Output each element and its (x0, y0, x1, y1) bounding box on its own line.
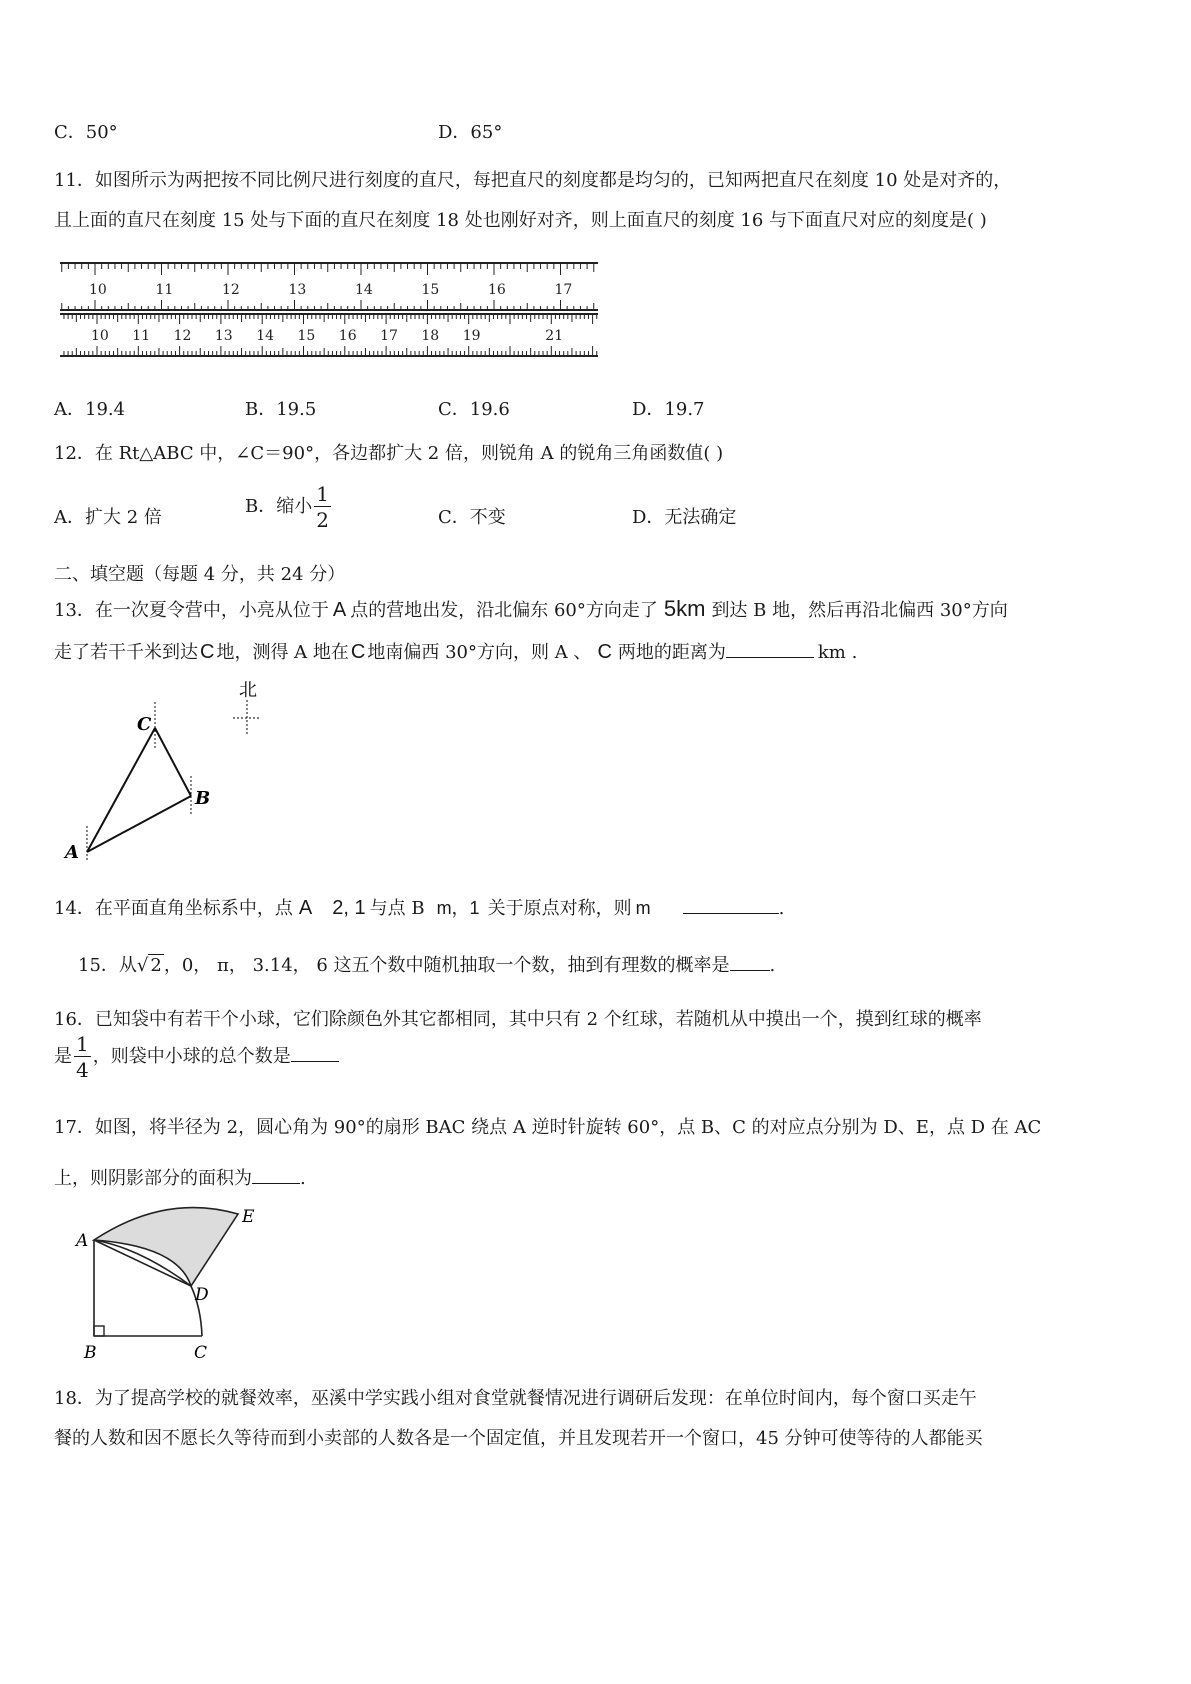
bottom-ruler-label: 13 (214, 328, 233, 344)
vertex-label-c: C (137, 714, 152, 735)
q13-line2 (54, 638, 857, 664)
bottom-ruler-label: 11 (132, 328, 151, 344)
q18-line2: 餐的人数和因不愿长久等待而到小卖部的人数各是一个固定值，并且发现若开一个窗口，45 分钟可使等待的人都能买 (54, 1428, 983, 1449)
top-ruler-label: 16 (488, 282, 506, 298)
label-c: C (194, 1343, 208, 1363)
top-ruler-label: 10 (89, 282, 107, 298)
q10-option-c: C．50° (54, 122, 118, 143)
q15-text: ，0， π， 3.14， 6 这五个数中随机抽取一个数，抽到有理数的概率是 (163, 955, 730, 976)
bottom-ruler-label: 10 (91, 328, 109, 344)
q15-stem (78, 951, 775, 977)
ruler-svg (58, 258, 603, 360)
q11-option-b: B．19.5 (245, 399, 317, 420)
q13-figure (58, 676, 278, 866)
q15-answer-blank[interactable] (730, 954, 770, 971)
vertex-label-a: A (65, 842, 79, 863)
q14-text: 与点 B (369, 898, 425, 919)
q16-text: 是 (54, 1046, 72, 1067)
q12-option-b (245, 484, 333, 530)
q14-variable-m: m (635, 898, 651, 918)
label-d: D (195, 1285, 209, 1305)
segment-cb (155, 728, 191, 796)
q14-coord-a: 2, 1 (332, 897, 366, 919)
fraction-numerator: 1 (76, 1032, 89, 1056)
bottom-ruler-label: 17 (380, 328, 398, 344)
label-b: B (84, 1343, 97, 1363)
q17-line1: 17．如图，将半径为 2，圆心角为 90°的扇形 BAC 绕点 A 逆时针旋转 60°，点 B、C 的对应点分别为 D、E，点 D 在 AC (54, 1117, 1042, 1138)
fraction-numerator: 1 (316, 482, 329, 506)
q15-text: 15．从 (78, 955, 137, 976)
q16-text: ，则袋中小球的总个数是 (92, 1046, 291, 1067)
q13-text: 地南偏西 30°方向，则 A 、 (367, 642, 592, 663)
q14-coord-b: m，1 (436, 898, 480, 918)
bottom-ruler-label: 16 (338, 328, 357, 344)
q10-option-d: D．65° (438, 122, 503, 143)
top-ruler-label: 13 (288, 282, 307, 298)
q14-text: 关于原点对称，则 (487, 898, 632, 919)
q15-period: . (769, 955, 776, 976)
q13-text: 点的营地出发，沿北偏东 60°方向走了 (350, 600, 658, 621)
q11-stem-line1: 11．如图所示为两把按不同比例尺进行刻度的直尺，每把直尺的刻度都是均匀的，已知两把直尺在刻度 10 处是对齐的， (54, 170, 1012, 191)
right-angle-mark (94, 1326, 104, 1336)
q13-distance: 5km (663, 596, 706, 621)
q11-option-d: D．19.7 (632, 399, 705, 420)
sqrt-two: √ 2 (136, 955, 162, 976)
bottom-ruler-label: 15 (297, 328, 316, 344)
q14-answer-blank[interactable] (683, 897, 779, 914)
q12-option-d: D．无法确定 (632, 507, 737, 528)
q17-line2 (54, 1164, 306, 1190)
q13-point-a: A (332, 599, 347, 621)
bottom-ruler-label: 21 (545, 328, 564, 344)
top-ruler-ticks (62, 264, 594, 309)
top-ruler-label: 17 (554, 282, 573, 298)
top-ruler-label: 14 (355, 282, 373, 298)
bottom-ruler-ticks (64, 315, 597, 355)
q13-text: 到达 B 地，然后再沿北偏西 30°方向 (711, 600, 1008, 621)
q12-option-a: A．扩大 2 倍 (54, 507, 162, 528)
q18-line1: 18．为了提高学校的就餐效率，巫溪中学实践小组对食堂就餐情况进行调研后发现：在单位时间内，每个窗口买走午 (54, 1388, 977, 1409)
q17-period: . (300, 1168, 306, 1189)
bottom-ruler-label: 19 (462, 328, 481, 344)
label-a: A (76, 1231, 89, 1251)
q13-unit: km . (817, 642, 858, 663)
q11-option-c: C．19.6 (438, 399, 510, 420)
q12-stem: 12．在 Rt△ABC 中，∠C＝90°，各边都扩大 2 倍，则锐角 A 的锐角三角函数值( ) (54, 443, 724, 464)
ruler-figure (58, 258, 603, 360)
fraction-denominator: 4 (76, 1058, 89, 1082)
q14-text: 14．在平面直角坐标系中，点 (54, 898, 293, 919)
q12-option-b-prefix: B．缩小 (245, 496, 313, 517)
q12-option-c: C．不变 (438, 507, 506, 528)
q13-text: 地，测得 A 地在 (216, 642, 349, 663)
top-ruler-label: 15 (421, 282, 440, 298)
q16-line1: 16．已知袋中有若干个小球，它们除颜色外其它都相同，其中只有 2 个红球，若随机从中摸出一个，摸到红球的概率 (54, 1009, 982, 1030)
q13-point-c: C (200, 641, 215, 663)
label-e: E (242, 1207, 255, 1227)
vertex-label-b: B (195, 788, 211, 809)
bottom-ruler-label: 14 (256, 328, 275, 344)
q13-point-c: C (597, 641, 612, 663)
q13-text: 两地的距离为 (617, 642, 726, 663)
q11-stem-line2: 且上面的直尺在刻度 15 处与下面的直尺在刻度 18 处也刚好对齐，则上面直尺的刻度 16 与下面直尺对应的刻度是( ) (54, 210, 987, 231)
north-label: 北 (239, 680, 257, 701)
q14-point-a: A (298, 897, 313, 919)
q13-line1 (54, 596, 1008, 622)
q17-figure-svg (70, 1196, 280, 1368)
fraction-one-half (314, 484, 331, 530)
q14-stem (54, 894, 784, 920)
q17-answer-blank[interactable] (252, 1167, 300, 1184)
top-ruler-label: 12 (222, 282, 240, 298)
q13-point-c: C (350, 641, 366, 663)
q13-answer-blank[interactable] (726, 641, 814, 658)
q16-answer-blank[interactable] (291, 1045, 339, 1062)
radicand: 2 (150, 955, 162, 976)
bottom-ruler-label: 18 (421, 328, 440, 344)
q13-text: 走了若干千米到达 (54, 642, 198, 663)
fraction-one-quarter (74, 1034, 91, 1080)
section-title-fill-in: 二、填空题（每题 4 分，共 24 分） (54, 564, 346, 585)
fraction-denominator: 2 (316, 508, 329, 532)
q17-text: 上，则阴影部分的面积为 (54, 1168, 252, 1189)
top-ruler-label: 11 (155, 282, 174, 298)
q16-line2 (54, 1034, 339, 1080)
q14-period: . (778, 898, 785, 919)
q13-text: 13．在一次夏令营中，小亮从位于 (54, 600, 329, 621)
q13-figure-svg (58, 676, 278, 866)
q11-option-a: A．19.4 (54, 399, 126, 420)
bottom-ruler-label: 12 (173, 328, 192, 344)
q17-figure (70, 1196, 280, 1368)
